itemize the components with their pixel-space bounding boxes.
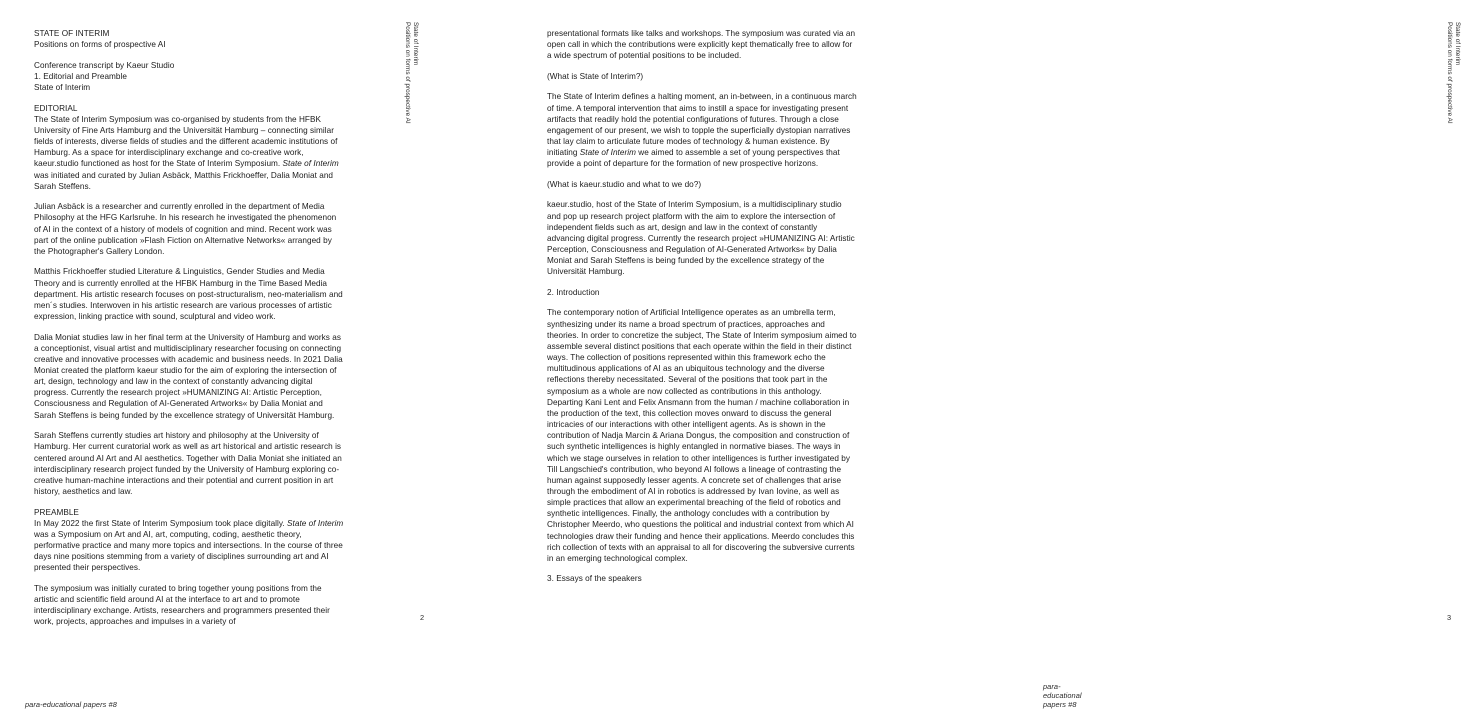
paragraph: 2. Introduction xyxy=(547,287,600,297)
paragraph: State of Interim xyxy=(34,83,91,93)
page-right xyxy=(512,0,1461,726)
running-head-subtitle: Positions on forms of prospective AI xyxy=(403,22,411,124)
running-head-title: State of Interim xyxy=(412,22,419,66)
paragraph: (What is State of Interim?) xyxy=(547,71,644,81)
paragraph: Julian Asbäck is a researcher and currently enrolled in the department of Media Philosophy at the HFG Karlsruhe. In his research he investigated the phenomenon of AI in the context of a history of models of cognition and mind. Recent work was part of the online publication »Flash Fiction on Alternative Networks« arranged by the Photographer's Gallery London. xyxy=(34,202,337,256)
paragraph: Positions on forms of prospective AI xyxy=(34,40,166,50)
paragraph: The symposium was initially curated to bring together young positions from the artistic and scientific field around AI at the interface to art and to promote interdisciplinary exchange. Artists, researchers and programmers presented their work, projects, approaches and impulses in a variety of xyxy=(34,583,330,627)
section-heading: PREAMBLE xyxy=(34,507,79,517)
section-heading: EDITORIAL xyxy=(34,103,78,113)
paragraph: Matthis Frickhoeffer studied Literature & Linguistics, Gender Studies and Media Theory and is currently enrolled at the HFBK Hamburg in the Time Based Media department. His artistic research focuses on post-structuralism, neo-materialism and men´s studies. Interwoven in his artistic research are various processes of artistic expression, linking practice with sound, sculptural and video work. xyxy=(34,267,343,321)
page-right-text-column xyxy=(547,28,857,594)
page-number-right: 3 xyxy=(1447,613,1452,622)
paragraph: presentational formats like talks and workshops. The symposium was curated via an open call in which the contributions were explicitly kept thematically free to allow for a wide spectrum of potential positions to be included. xyxy=(547,29,856,61)
paragraph: kaeur.studio, host of the State of Interim Symposium, is a multidisciplinary studio and pop up research project platform with the aim to explore the intersection of independent fields such as art, design and law in the context of constantly advancing digital progress. Currently the research project »HUMANIZING AI: Artistic Perception, Consciousness and Regulation of AI-Generated Artworks« by Dalia Moniat and Sarah Steffens is being funded by the excellence strategy of the Universität Hamburg. xyxy=(547,200,855,277)
paragraph: (What is kaeur.studio and what to we do?) xyxy=(547,179,702,189)
section-heading: STATE OF INTERIM xyxy=(34,29,110,38)
paragraph: Sarah Steffens currently studies art history and philosophy at the University of Hamburg. Her current curatorial work as well as art historical and artistic research is centered around AI Art and AI aesthetics. Together with Dalia Moniat she initiated an interdisciplinary research project funded by the University of Hamburg exploring co-creative human-machine interactions and their potential and current position in art history, aesthetics and law. xyxy=(34,431,342,496)
page-number-left: 2 xyxy=(420,613,425,622)
paragraph: Dalia Moniat studies law in her final term at the University of Hamburg and works as a conceptionist, visual artist and multidisciplinary researcher focusing on connecting creative and innovative processes with academic and business needs. In 2021 Dalia Moniat created the platform kaeur studio for the aim of exploring the intersection of art, design, technology and law in the context of constantly advancing digital progress. Currently the research project »HUMANIZING AI: Artistic Perception, Consciousness and Regulation of AI-Generated Artworks« by Dalia Moniat and Sarah Steffens is being funded by the excellence strategy of Universität Hamburg. xyxy=(34,332,343,420)
paragraph: In May 2022 the first State of Interim Symposium took place digitally. State of Interim was a Symposium on Art and AI, art, computing, coding, aesthetic theory, performative practice and many more topics and intersections. In the course of three days nine positions stemming from a variety of disciplines surrounding art and AI presented their perspectives. xyxy=(34,518,344,573)
paragraph: The State of Interim defines a halting moment, an in-between, in a continuous march of time. A temporal intervention that aims to instill a space for investigating present artifacts that readily hold the potential configurations of futures. Through a close engagement of our present, we wish to topple the superficially dystopian narratives that lay claim to articulate future modes of technology & human existence. By initiating State of Interim we aimed to assemble a set of young perspectives that provide a point of departure for the formation of new prospective horizons. xyxy=(547,92,857,169)
running-head-left xyxy=(402,22,419,124)
paragraph: 3. Essays of the speakers xyxy=(547,574,642,584)
paragraph: Conference transcript by Kaeur Studio xyxy=(34,60,175,70)
footer-right: para-educational papers #8 xyxy=(1043,682,1082,709)
paragraph: The State of Interim Symposium was co-organised by students from the HFBK University of Fine Arts Hamburg and the Universität Hamburg – connecting similar fields of interests, diverse fields of studies and the different academic institutions of Hamburg. As a space for interdisciplinary exchange and co-creative work, kaeur.studio functioned as host for the State of Interim Symposium. State of Interim was initiated and curated by Julian Asbäck, Matthis Frickhoeffer, Dalia Moniat and Sarah Steffens. xyxy=(34,114,339,191)
running-head-subtitle: Positions on forms of prospective AI xyxy=(1445,22,1453,124)
paragraph: The contemporary notion of Artificial Intelligence operates as an umbrella term, synthesizing under its name a broad spectrum of practices, approaches and theories. In order to concretize the subject, The State of Interim symposium aimed to assemble several distinct positions that each operate within the field in their distinct ways. The collection of positions represented within this framework echo the multitudinous applications of AI as an ubiquitous technology and the diverse reflections thereby necessitated. Several of the positions that took part in the symposium as a whole are now collected as contributions in this anthology. Departing Kani Lent and Felix Ansmann from the human / machine collaboration in the production of the text, this collection moves onward to discuss the general intricacies of our interactions with other intelligent agents. As is shown in the contribution of Nadja Marcin & Ariana Dongus, the composition and construction of such synthetic intelligences is highly entangled in normative biases. The ways in which we stage ourselves in relation to other intelligences is further investigated by Till Langschied's contribution, who beyond AI follows a lineage of contrasting the human against supposedly lesser agents. A concrete set of challenges that arise through the embodiment of AI in robotics is addressed by Ivan Iovine, as well as simple practices that allow an experimental breaching of the field of robotics and synthetic intelligences. Finally, the anthology concludes with a contribution by Christopher Meerdo, who questions the political and industrial context from which AI technologies draw their funding and hence their applications. Meerdo concludes this rich collection of texts with an appraisal to all for discovering the subversive currents in an emerging technological complex. xyxy=(547,308,857,563)
section-heading: 1. Editorial and Preamble xyxy=(34,71,127,81)
footer-left: para-educational papers #8 xyxy=(25,700,117,709)
running-head-right xyxy=(1444,22,1461,124)
running-head-title: State of Interim xyxy=(1454,22,1461,66)
page-left xyxy=(0,0,512,726)
page-left-text-column xyxy=(34,28,344,637)
